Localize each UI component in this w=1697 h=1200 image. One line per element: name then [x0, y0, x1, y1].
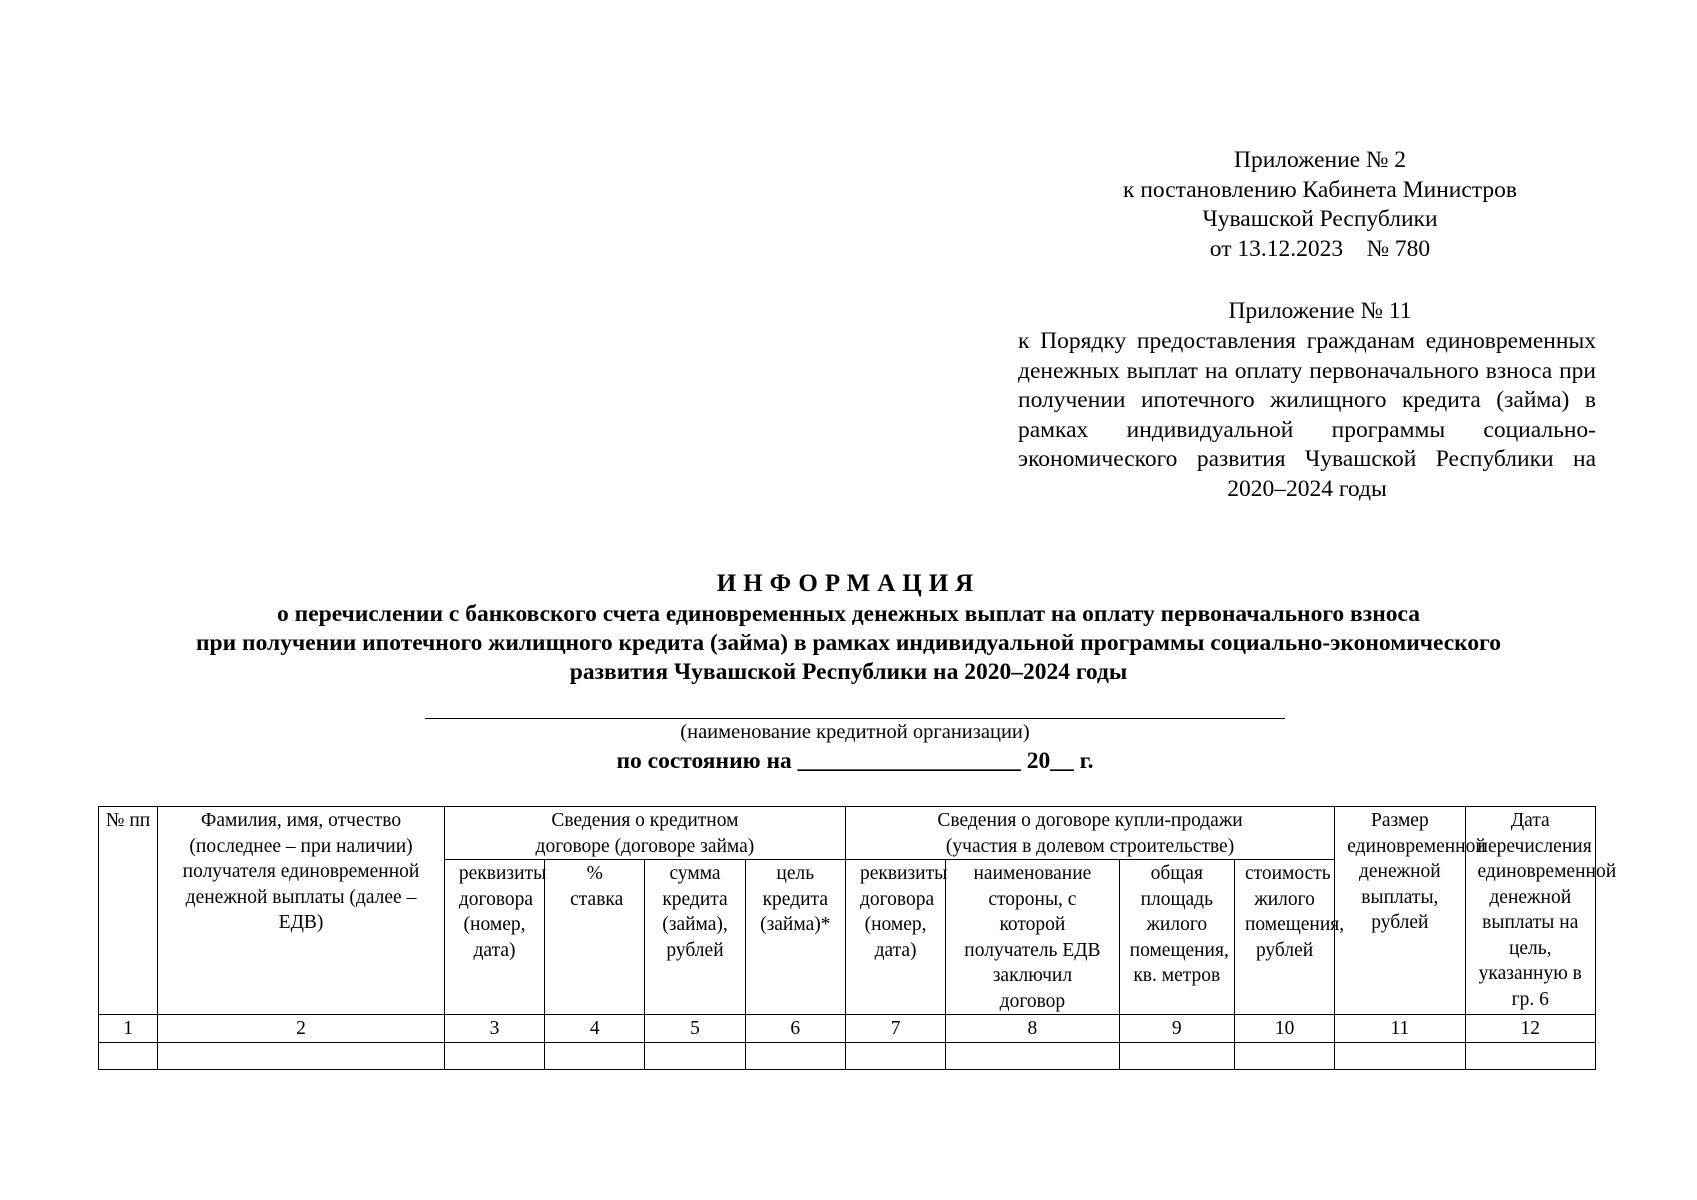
table-row	[99, 1042, 1596, 1069]
payment-info-table	[98, 806, 1617, 1070]
column-number: 7	[845, 1015, 945, 1043]
appendix-11-body: к Порядку предоставления гражданам единовременных денежных выплат на оплату первоначального взноса при получении ипотечного жилищного кредита (займа) в рамках индивидуальной программы социально-экономического развития Чувашской Республики на 2020–2024 годы	[1018, 328, 1596, 502]
table-header-row	[99, 807, 1596, 860]
org-name-fill-line	[425, 718, 1285, 719]
header-cost: стоимость жилого помещения, рублей	[1234, 860, 1334, 1015]
table-cell	[99, 1042, 158, 1069]
header-rate: % ставка	[545, 860, 645, 1015]
column-number: 8	[946, 1015, 1119, 1043]
header-fio: Фамилия, имя, отчество (последнее – при наличии) получателя единовременной денежной выплаты (далее – ЕДВ)	[158, 807, 445, 1015]
header-credit-requisites: реквизиты договора (номер, дата)	[444, 860, 544, 1015]
column-number-row	[99, 1015, 1596, 1043]
table-cell	[1465, 1042, 1595, 1069]
column-number: 10	[1234, 1015, 1334, 1043]
header-credit-sum: сумма кредита (займа), рублей	[645, 860, 745, 1015]
table-cell	[1335, 1042, 1465, 1069]
column-number: 6	[745, 1015, 845, 1043]
header-credit-group: Сведения о кредитном договоре (договоре займа)	[444, 807, 845, 860]
column-number: 2	[158, 1015, 445, 1043]
document-title: ИНФОРМАЦИЯ	[716, 570, 981, 597]
header-transfer-date: Дата перечисления единовременной денежной выплаты на цель, указанную в гр. 6	[1465, 807, 1595, 1015]
table-cell	[845, 1042, 945, 1069]
table-cell	[1234, 1042, 1334, 1069]
column-number: 5	[645, 1015, 745, 1043]
document-subtitle-line: развития Чувашской Республики на 2020–2024 годы	[569, 659, 1128, 685]
table-cell	[645, 1042, 745, 1069]
header-sale-group: Сведения о договоре купли-продажи (участия в долевом строительстве)	[845, 807, 1334, 860]
appendix-2-line: Приложение № 2	[1233, 147, 1407, 173]
table-cell	[545, 1042, 645, 1069]
as-of-date-line: по состоянию на ___________________ 20__ г.	[616, 748, 1094, 774]
column-number: 9	[1119, 1015, 1234, 1043]
column-number: 3	[444, 1015, 544, 1043]
appendix-2-line: к постановлению Кабинета Министров	[1123, 176, 1517, 203]
table-cell	[444, 1042, 544, 1069]
appendix-2-header	[1040, 146, 1600, 264]
appendix-2-line: от 13.12.2023 № 780	[1209, 235, 1431, 262]
table-cell	[1119, 1042, 1234, 1069]
header-payment-size: Размер единовременной денежной выплаты, рублей	[1335, 807, 1465, 1015]
header-num: № пп	[99, 807, 158, 1015]
column-number: 4	[545, 1015, 645, 1043]
table-cell	[158, 1042, 445, 1069]
column-number: 12	[1465, 1015, 1595, 1043]
table-cell	[946, 1042, 1119, 1069]
appendix-11-title: Приложение № 11	[1228, 298, 1412, 324]
appendix-2-line: Чувашской Республики	[1202, 206, 1438, 232]
header-sale-requisites: реквизиты договора (номер, дата)	[845, 860, 945, 1015]
org-name-caption: (наименование кредитной организации)	[680, 721, 1030, 743]
document-subtitle-line: о перечислении с банковского счета единовременных денежных выплат на оплату первоначального взноса	[277, 601, 1420, 627]
header-party-name: наименование стороны, с которой получатель ЕДВ заключил договор	[946, 860, 1119, 1015]
document-subtitle-line: при получении ипотечного жилищного кредита (займа) в рамках индивидуальной программы социально-экономического	[196, 630, 1501, 656]
header-credit-purpose: цель кредита (займа)*	[745, 860, 845, 1015]
table-cell	[745, 1042, 845, 1069]
header-area: общая площадь жилого помещения, кв. метров	[1119, 860, 1234, 1015]
column-number: 11	[1335, 1015, 1465, 1043]
column-number: 1	[99, 1015, 158, 1043]
